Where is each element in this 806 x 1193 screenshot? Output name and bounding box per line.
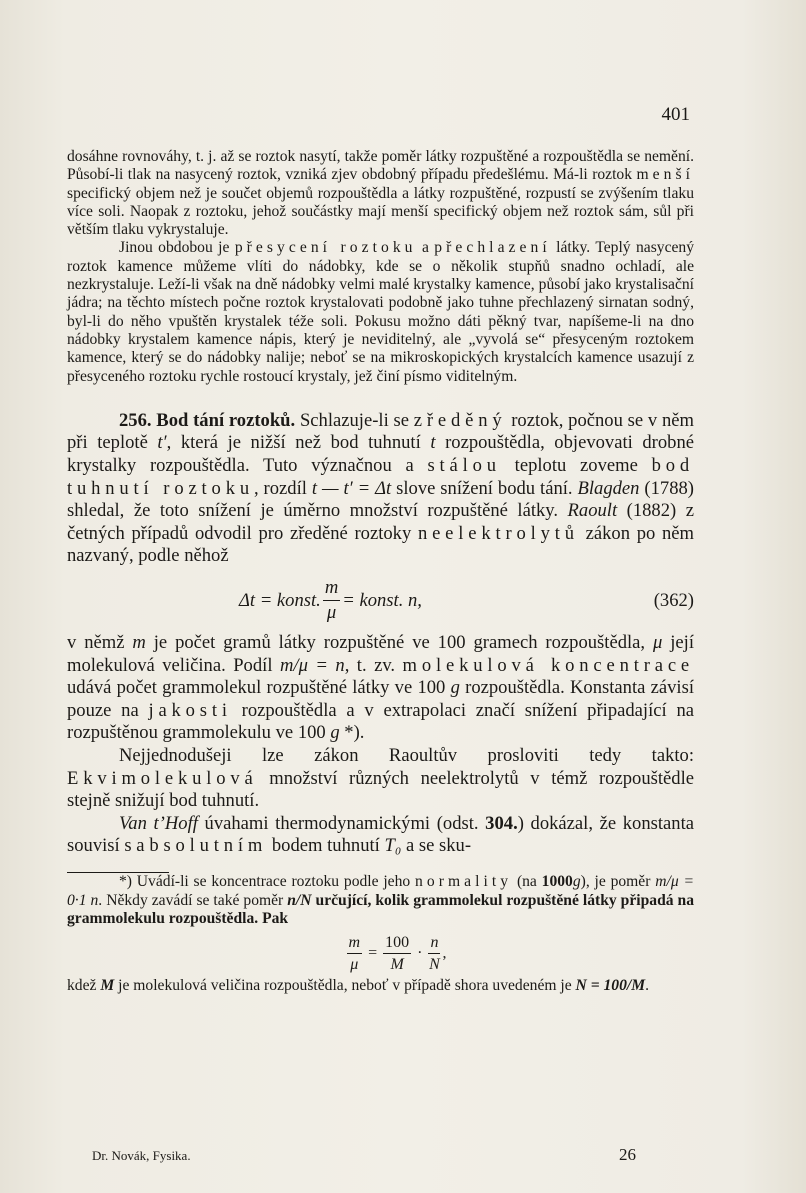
footnote (67, 873, 694, 995)
text-run: Nejjednodušeji lze zákon Raoultův prosloviti tedy takto: (119, 744, 694, 766)
text-run: množství různých neelektrolytů v témž rozpouštědle stejně snižují bod tuhnutí. (67, 767, 694, 812)
fraction-numerator: 100 (383, 935, 411, 954)
fraction-numerator: m (347, 935, 363, 954)
spaced-emphasis: molekulová koncentrace (402, 654, 695, 676)
text-run: určující, kolik grammolekul rozpuštěné látky připadá na grammolekulu rozpouštědla. Pak (67, 891, 695, 928)
section-reference: 304. (485, 812, 518, 834)
fraction-denominator: μ (326, 602, 337, 624)
math-symbol: μ (652, 632, 663, 654)
text-run: slove snížení bodu tání. (391, 477, 578, 499)
text-run: (1788) shledal, že toto snížení je úměrno množství rozpuštěné látky. (67, 477, 694, 522)
equation-rhs: = konst. n, (342, 590, 422, 612)
text-run: udává počet grammolekul rozpuštěné látky ve 100 (67, 677, 451, 699)
printer-signature: Dr. Novák, Fysika. (92, 1148, 191, 1163)
page-number: 401 (661, 104, 690, 125)
spaced-emphasis: normality (415, 872, 513, 890)
text-run: . Někdy zavádí se také poměr (98, 891, 288, 909)
text-run: rozpouštědla a v extrapolaci značí snížení připadající na rozpuštěnou grammolekulu ve 100 (67, 699, 694, 744)
fraction-100-M (383, 935, 411, 973)
paragraph (67, 239, 694, 385)
comma: , (442, 944, 447, 962)
text-run: ), je poměr (580, 872, 656, 890)
math-expression: t — t′ = Δt (311, 477, 392, 499)
equation-362 (67, 576, 694, 626)
footnote-equation (67, 935, 694, 973)
equation-expression (239, 576, 422, 626)
math-expression: n/N (287, 891, 312, 909)
equals-sign: = (368, 944, 378, 962)
text-run: roztok, počnou se v něm při teplotě (67, 409, 694, 454)
fraction-denominator: μ (350, 955, 359, 973)
section-heading: 256. Bod tání roztoků. (119, 409, 296, 431)
spaced-emphasis: Ekvimolekulová (67, 767, 258, 789)
math-expression: m/μ = n (279, 654, 345, 676)
equation-number: (362) (653, 590, 694, 612)
text-run: *) Uvádí-li se koncentrace roztoku podle jeho (119, 872, 415, 890)
math-symbol: g (572, 872, 581, 890)
math-symbol: M (100, 976, 115, 994)
math-expression: N = 100/M (575, 976, 646, 994)
text-run: látky. Teplý nasycený roztok kamence můžeme vlíti do nádobky, kde se o několik stupňů snadno ochladí, ale nezkrystaluje. Leží-li však na dně nádobky velmi malé krystalky kamence, působí jako krystalisační jádra; na těchto místech počne roztok krystalovati podobně jako tuhne přechlazený sirnatan sodný, byl-li do něho vpuštěn krystalek téže soli. Pokusu možno dáti pěkný tvar, napíšeme-li na dno nádobky krystalem kamence nápis, který je neviditelný, ale „vyvolá se“ přesyceným roztokem kamence, který se do nádobky nalije; neboť se na mikroskopických krystalcích kamence usazují z přesyceného roztoku rychle rostoucí krystaly, jež činí písmo viditelným. (67, 239, 695, 385)
paragraph (67, 148, 694, 239)
math-expression: m/μ = 0·1 n (67, 872, 694, 909)
text-run: teplotu zoveme (500, 455, 652, 477)
spaced-emphasis: zředěný (413, 409, 507, 431)
math-symbol: g (450, 677, 460, 699)
math-symbol: t′ (157, 432, 167, 454)
text-run: (1882) z četných případů odvodil pro zředěné roztoky (67, 500, 694, 544)
author-name: Van t’Hoff (119, 812, 198, 834)
fraction-n-N (428, 935, 440, 973)
text-column (67, 148, 694, 995)
text-run: , rozdíl (253, 477, 312, 499)
text-run: dosáhne rovnováhy, t. j. až se roztok nasytí, takže poměr látky rozpuštěné a rozpouštědla se nemění. Působí-li tlak na nasycený roztok, vzniká zjev obdobný případu předešlému. Má-li roztok (67, 148, 694, 184)
text-run: , která je nižší než bod tuhnutí (166, 432, 431, 454)
text-run: úvahami thermodynamickými (odst. (197, 812, 486, 834)
author-name: Blagden (577, 477, 640, 499)
text-run: Schlazuje-li se (295, 409, 414, 431)
math-symbol: t (430, 432, 436, 454)
paragraph (67, 813, 694, 858)
spaced-emphasis: jakosti (148, 699, 232, 721)
equation-fraction (323, 579, 340, 622)
spaced-emphasis: menší (636, 166, 694, 184)
text-run: je počet gramů látky rozpuštěné ve 100 gramech rozpouštědla, (145, 632, 653, 654)
fraction-m-mu (347, 935, 363, 973)
small-print-section (67, 148, 694, 386)
text-run: je molekulová veličina rozpouštědla, neboť v případě shora uvedeném je (114, 976, 576, 994)
text-run: (na (512, 872, 542, 890)
fraction-denominator: N (429, 955, 440, 973)
equation-lhs: Δt = konst. (239, 590, 321, 612)
text-run: zákon po něm nazvaný, podle něhož (67, 522, 694, 567)
text-run: rozpouštědla, objevovati drobné krystalky rozpouštědla. Tuto význačnou a (67, 432, 694, 477)
spaced-emphasis: bod tuhnutí roztoku (67, 455, 695, 499)
main-section (67, 410, 694, 858)
math-symbol: g (330, 722, 340, 744)
text-run: rozpouštědla. Konstanta závisí pouze na (67, 677, 694, 721)
bold-number: 1000 (541, 872, 573, 890)
sheet-number: 26 (619, 1145, 636, 1164)
paragraph (67, 632, 694, 745)
footnote-paragraph (67, 873, 694, 929)
text-run: a (416, 239, 435, 257)
text-run: Jinou obdobou je (119, 239, 235, 257)
dot-operator: · (417, 944, 423, 962)
page-footer (92, 1145, 636, 1165)
paragraph (67, 745, 694, 813)
paragraph (67, 410, 694, 568)
fraction-numerator: m (323, 579, 340, 601)
spaced-emphasis: stálou (427, 455, 501, 477)
math-symbol: T₀ (384, 835, 402, 857)
text-run: . (645, 976, 649, 994)
text-run: kdež (67, 976, 101, 994)
math-symbol: m (132, 632, 146, 654)
spaced-emphasis: absolutním (136, 835, 268, 857)
text-run: ) dokázal, že konstanta souvisí s (67, 812, 694, 857)
text-run: , t. zv. (344, 654, 403, 676)
spaced-emphasis: přesycení roztoku (234, 239, 417, 257)
footnote-paragraph (67, 977, 694, 996)
text-run: specifický objem než je součet objemů rozpouštědla a látky rozpuštěné, rozpustí se zvýšením tlaku více soli. Naopak z roztoku, jehož součástky mají menší specifický objem než roztok sám, sůl při větším tlaku vykrystaluje. (67, 184, 694, 239)
author-name: Raoult (567, 500, 618, 522)
spaced-emphasis: přechlazení (434, 239, 551, 257)
fraction-denominator: M (390, 955, 404, 973)
text-run: její molekulová veličina. Podíl (67, 632, 694, 676)
text-run: *). (339, 722, 365, 744)
spaced-emphasis: neelektrolytů (417, 522, 579, 544)
fraction-numerator: n (428, 935, 440, 954)
text-run: a se sku- (401, 835, 472, 857)
text-run: v němž (67, 632, 133, 654)
text-run: bodem tuhnutí (267, 835, 385, 857)
